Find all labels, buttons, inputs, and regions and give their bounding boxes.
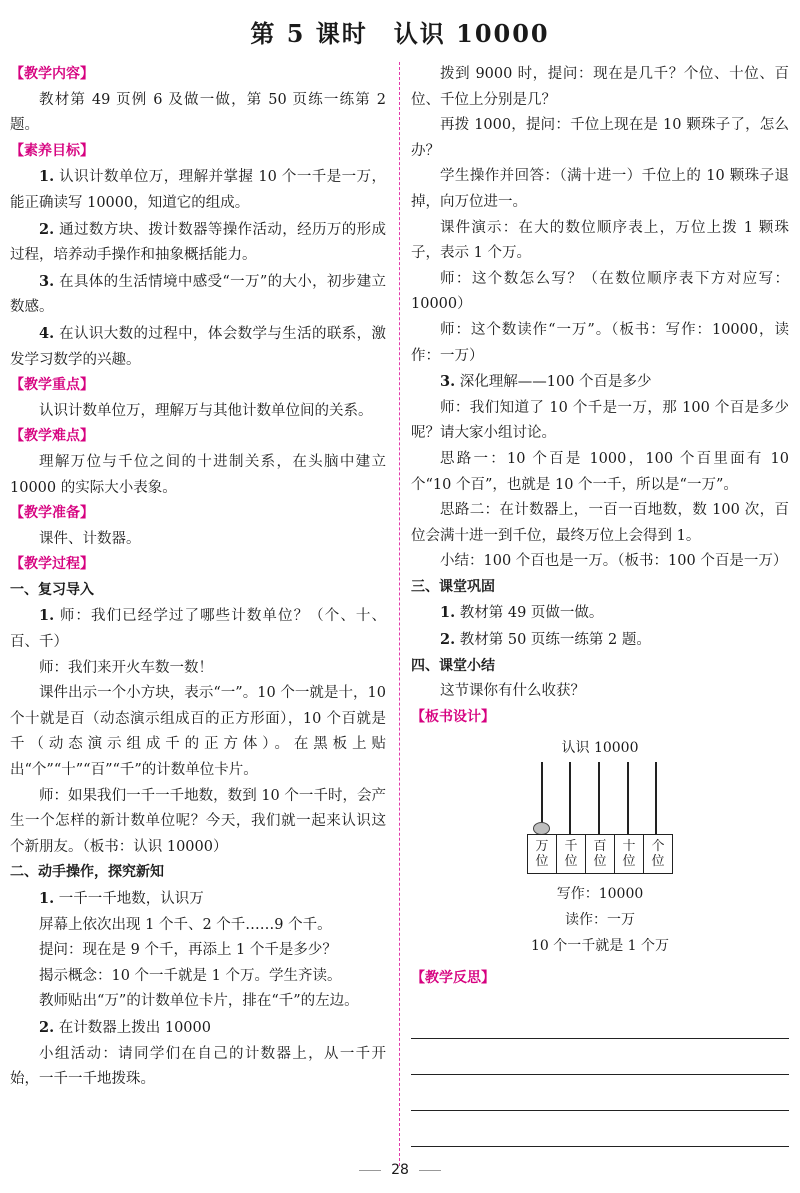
part-heading: 三、课堂巩固 xyxy=(411,578,495,595)
paragraph: 1. 师：我们已经学过了哪些计数单位？（个、十、百、千） xyxy=(10,607,386,651)
abacus-rod xyxy=(598,762,600,834)
board-read: 读作：一万 xyxy=(565,912,635,929)
abacus-rod xyxy=(627,762,629,834)
divider xyxy=(419,1170,441,1171)
paragraph: 2. 在计数器上拨出 10000 xyxy=(39,1018,211,1036)
section-process: 【教学过程】 xyxy=(10,556,94,573)
paragraph: 课件演示：在大的数位顺序表上，万位上拨 1 颗珠子，表示 1 个万。 xyxy=(411,219,789,262)
place-label-qian: 千位 xyxy=(557,835,586,873)
section-teaching-content: 【教学内容】 xyxy=(10,66,94,82)
writing-line xyxy=(411,1038,789,1039)
part-heading: 四、课堂小结 xyxy=(411,657,495,674)
right-column xyxy=(411,62,789,992)
paragraph: 认识计数单位万，理解万与其他计数单位间的关系。 xyxy=(39,402,373,419)
paragraph: 师：我们知道了 10 个千是一万，那 100 个百是多少呢？请大家小组讨论。 xyxy=(411,399,789,442)
paragraph: 拨到 9000 时，提问：现在是几千？个位、十位、百位、千位上分别是几？ xyxy=(411,66,789,108)
goal-item: 3. 在具体的生活情境中感受“一万”的大小，初步建立数感。 xyxy=(10,272,386,316)
paragraph: 这节课你有什么收获？ xyxy=(440,683,585,700)
paragraph: 2. 教材第 50 页练一练第 2 题。 xyxy=(440,631,651,649)
paragraph: 1. 一千一千地数，认识万 xyxy=(39,890,204,907)
writing-line xyxy=(411,1110,789,1111)
abacus-rod xyxy=(655,762,657,834)
section-difficulties: 【教学难点】 xyxy=(10,428,94,445)
paragraph: 小结：100 个百也是一万。（板书：100 个百是一万） xyxy=(440,553,788,570)
paragraph: 3. 深化理解——100 个百是多少 xyxy=(440,373,652,391)
part-heading: 二、动手操作，探究新知 xyxy=(10,864,164,881)
page-number: 28 xyxy=(0,1162,800,1178)
goal-item: 2. 通过数方块、拨计数器等操作活动，经历万的形成过程，培养动手操作和抽象概括能力。 xyxy=(10,220,386,264)
divider xyxy=(359,1170,381,1171)
section-preparation: 【教学准备】 xyxy=(10,505,94,522)
paragraph: 小组活动：请同学们在自己的计数器上，从一千开始，一千一千地拨珠。 xyxy=(10,1045,386,1088)
paragraph: 学生操作并回答：（满十进一）千位上的 10 颗珠子退掉，向万位进一。 xyxy=(411,168,789,210)
paragraph: 理解万位与千位之间的十进制关系，在头脑中建立 10000 的实际大小表象。 xyxy=(10,453,386,496)
writing-line xyxy=(411,1074,789,1075)
goal-item: 4. 在认识大数的过程中，体会数学与生活的联系，激发学习数学的兴趣。 xyxy=(10,324,386,368)
board-note: 10 个一千就是 1 个万 xyxy=(530,938,670,955)
place-value-chart xyxy=(527,834,673,874)
paragraph: 屏幕上依次出现 1 个千、2 个千……9 个千。 xyxy=(39,916,332,933)
place-label-shi: 十位 xyxy=(615,835,644,873)
board-write: 写作：10000 xyxy=(556,886,644,903)
paragraph: 再拨 1000，提问：千位上现在是 10 颗珠子了，怎么办？ xyxy=(411,117,789,159)
place-label-bai: 百位 xyxy=(586,835,615,873)
part-heading: 一、复习导入 xyxy=(10,581,94,598)
paragraph: 课件、计数器。 xyxy=(39,530,141,547)
paragraph: 提问：现在是 9 个千，再添上 1 个千是多少？ xyxy=(39,942,337,959)
board-title: 认识 10000 xyxy=(561,740,639,757)
column-divider xyxy=(399,62,400,1166)
section-reflection: 【教学反思】 xyxy=(411,970,495,987)
place-label-wan: 万位 xyxy=(528,835,557,873)
section-goals: 【素养目标】 xyxy=(10,142,94,159)
writing-line xyxy=(411,1146,789,1147)
page-title: 第 5 课时 认识 10000 xyxy=(250,19,550,48)
paragraph: 教材第 49 页例 6 及做一做，第 50 页练一练第 2 题。 xyxy=(10,91,386,134)
paragraph: 1. 教材第 49 页做一做。 xyxy=(440,604,604,622)
section-board-design: 【板书设计】 xyxy=(411,708,495,725)
left-column xyxy=(10,62,386,1093)
paragraph: 师：这个数怎么写？（在数位顺序表下方对应写：10000） xyxy=(411,270,789,313)
paragraph: 师：如果我们一千一千地数，数到 10 个一千时，会产生一个怎样的新计数单位呢？今天，我们就一起来认识这个新朋友。（板书：认识 10000） xyxy=(10,787,386,855)
paragraph: 揭示概念：10 个一千就是 1 个万。学生齐读。 xyxy=(39,967,342,984)
paragraph: 教师贴出“万”的计数单位卡片，排在“千”的左边。 xyxy=(39,993,359,1010)
section-key-points: 【教学重点】 xyxy=(10,377,94,394)
abacus-rod xyxy=(569,762,571,834)
goal-item: 1. 认识计数单位万，理解并掌握 10 个一千是一万，能正确读写 10000，知道它的组成。 xyxy=(10,168,386,211)
paragraph: 课件出示一个小方块，表示“一”。10 个一就是十，10 个十就是百（动态演示组成百的正方形面），10 个百就是千（动态演示组成千的正方体）。在黑板上贴出“个”“十”“百”“千”的计数单位卡片。 xyxy=(10,685,386,779)
place-label-ge: 个位 xyxy=(651,839,665,870)
board-diagram xyxy=(411,736,789,966)
paragraph: 思路一：10 个百是 1000，100 个百里面有 10 个“10 个百”，也就是 10 个一千，所以是“一万”。 xyxy=(411,450,789,493)
paragraph: 师：我们来开火车数一数！ xyxy=(39,659,213,676)
paragraph: 师：这个数读作“一万”。（板书：写作：10000，读作：一万） xyxy=(411,321,789,364)
paragraph: 思路二：在计数器上，一百一百地数，数 100 次，百位会满十进一到千位，最终万位上会得到 1。 xyxy=(411,502,789,544)
